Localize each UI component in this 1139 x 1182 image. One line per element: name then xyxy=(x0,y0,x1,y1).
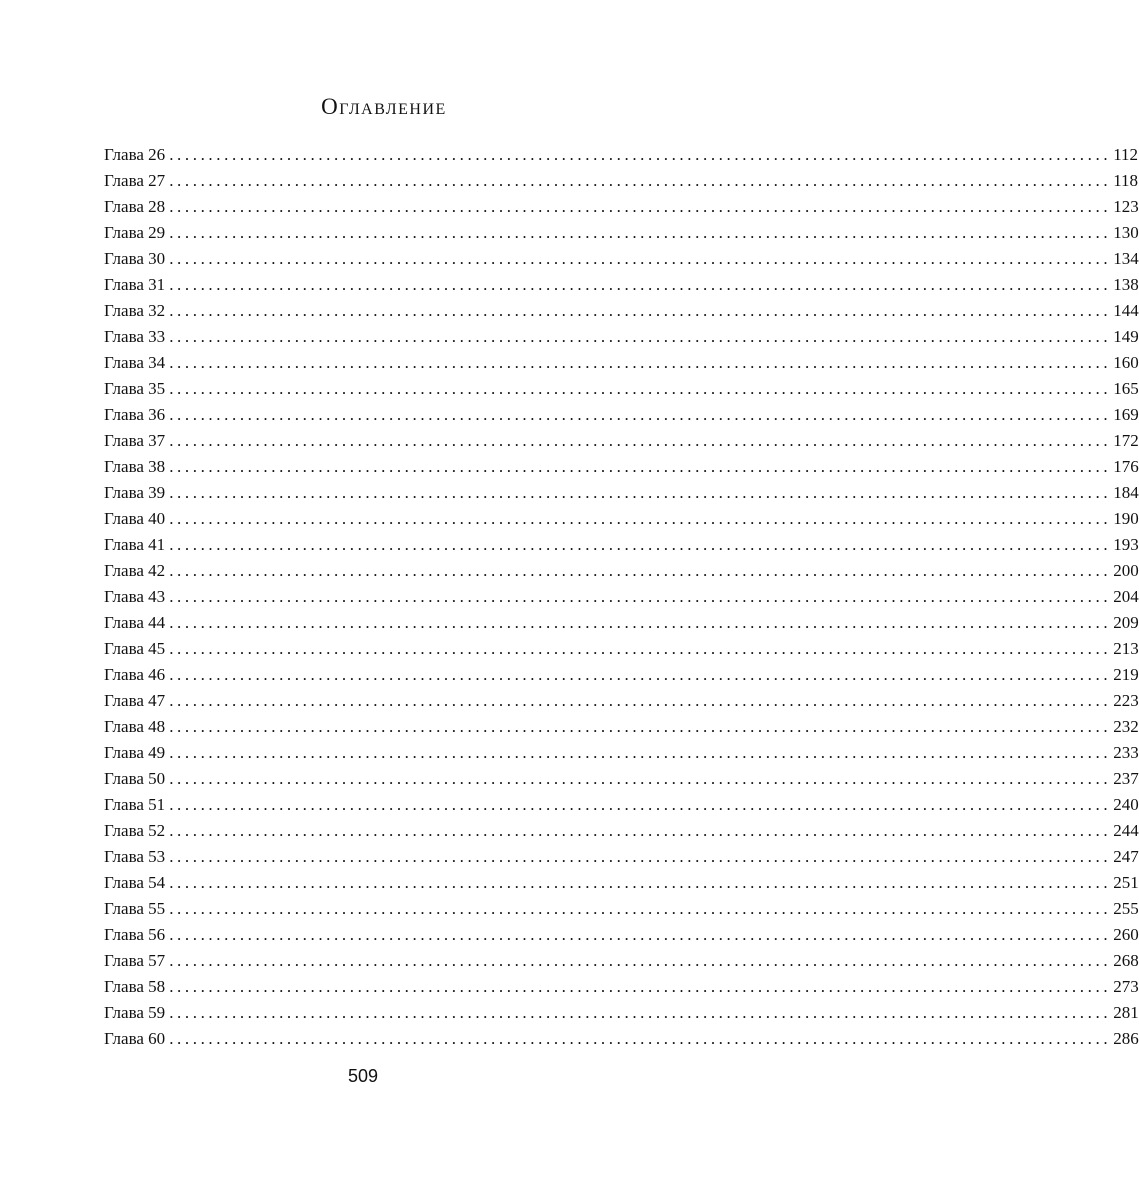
toc-entry-label: Глава 51 xyxy=(104,795,166,814)
toc-entry-page: 149 xyxy=(1113,327,1139,346)
toc-entry xyxy=(104,480,1139,506)
toc-entry-label: Глава 40 xyxy=(104,509,166,528)
toc-entry xyxy=(104,766,1139,792)
toc-entry-page: 193 xyxy=(1113,535,1139,554)
toc-entry-page: 213 xyxy=(1113,639,1139,658)
dot-leader: ........................................................................................................................ xyxy=(169,171,1112,190)
toc-entry-label: Глава 39 xyxy=(104,483,166,502)
toc-entry-label: Глава 38 xyxy=(104,457,166,476)
toc-entry-page: 172 xyxy=(1113,431,1139,450)
toc-entry-label: Глава 60 xyxy=(104,1029,166,1048)
toc-entry xyxy=(104,402,1139,428)
dot-leader: ........................................................................................................................ xyxy=(169,223,1112,242)
page-number: 509 xyxy=(347,1066,379,1086)
toc-entry-page: 123 xyxy=(1113,197,1139,216)
toc-entry xyxy=(104,844,1139,870)
toc-entry-label: Глава 50 xyxy=(104,769,166,788)
toc-entry-label: Глава 37 xyxy=(104,431,166,450)
dot-leader: ........................................................................................................................ xyxy=(169,899,1112,918)
toc-entry-label: Глава 33 xyxy=(104,327,166,346)
toc-entry xyxy=(104,532,1139,558)
toc-entry-label: Глава 52 xyxy=(104,821,166,840)
toc-entry-label: Глава 41 xyxy=(104,535,166,554)
dot-leader: ........................................................................................................................ xyxy=(169,509,1112,528)
dot-leader: ........................................................................................................................ xyxy=(169,873,1112,892)
toc-entry xyxy=(104,662,1139,688)
dot-leader: ........................................................................................................................ xyxy=(169,951,1112,970)
dot-leader: ........................................................................................................................ xyxy=(169,743,1112,762)
toc-entry-page: 286 xyxy=(1113,1029,1139,1048)
toc-entry-page: 112 xyxy=(1113,145,1139,164)
dot-leader: ........................................................................................................................ xyxy=(169,639,1112,658)
page-title: Оглавление xyxy=(321,94,447,119)
dot-leader: ........................................................................................................................ xyxy=(169,405,1112,424)
toc-entry-page: 138 xyxy=(1113,275,1139,294)
toc-entry-page: 268 xyxy=(1113,951,1139,970)
toc-entry-page: 184 xyxy=(1113,483,1139,502)
toc-entry-label: Глава 58 xyxy=(104,977,166,996)
dot-leader: ........................................................................................................................ xyxy=(169,275,1112,294)
toc-entry xyxy=(104,376,1139,402)
dot-leader: ........................................................................................................................ xyxy=(169,821,1112,840)
toc-entry-label: Глава 28 xyxy=(104,197,166,216)
toc-entry xyxy=(104,870,1139,896)
toc-entry xyxy=(104,610,1139,636)
toc-entry-label: Глава 26 xyxy=(104,145,166,164)
toc-entry-page: 244 xyxy=(1113,821,1139,840)
toc-entry xyxy=(104,142,1139,168)
toc-entry-label: Глава 35 xyxy=(104,379,166,398)
toc-entry xyxy=(104,194,1139,220)
toc-entry-page: 169 xyxy=(1113,405,1139,424)
toc-entry-page: 240 xyxy=(1113,795,1139,814)
dot-leader: ........................................................................................................................ xyxy=(169,977,1112,996)
toc-entry-label: Глава 45 xyxy=(104,639,166,658)
dot-leader: ........................................................................................................................ xyxy=(169,769,1112,788)
dot-leader: ........................................................................................................................ xyxy=(169,483,1112,502)
toc-entry-label: Глава 31 xyxy=(104,275,166,294)
toc-entry-page: 223 xyxy=(1113,691,1139,710)
toc-entry xyxy=(104,298,1139,324)
toc-entry-page: 237 xyxy=(1113,769,1139,788)
toc-entry-page: 273 xyxy=(1113,977,1139,996)
toc-entry-label: Глава 43 xyxy=(104,587,166,606)
toc-entry xyxy=(104,168,1139,194)
toc-entry xyxy=(104,896,1139,922)
toc-entry xyxy=(104,558,1139,584)
toc-entry-page: 176 xyxy=(1113,457,1139,476)
toc-entry-page: 190 xyxy=(1113,509,1139,528)
table-of-contents xyxy=(104,142,1139,1052)
dot-leader: ........................................................................................................................ xyxy=(169,613,1112,632)
toc-entry-label: Глава 59 xyxy=(104,1003,166,1022)
toc-entry-page: 130 xyxy=(1113,223,1139,242)
dot-leader: ........................................................................................................................ xyxy=(169,249,1112,268)
dot-leader: ........................................................................................................................ xyxy=(169,379,1112,398)
toc-entry-page: 118 xyxy=(1113,171,1139,190)
toc-entry-page: 281 xyxy=(1113,1003,1139,1022)
toc-entry xyxy=(104,1000,1139,1026)
toc-entry-page: 160 xyxy=(1113,353,1139,372)
toc-entry-page: 219 xyxy=(1113,665,1139,684)
toc-entry xyxy=(104,220,1139,246)
dot-leader: ........................................................................................................................ xyxy=(169,665,1112,684)
dot-leader: ........................................................................................................................ xyxy=(169,353,1112,372)
dot-leader: ........................................................................................................................ xyxy=(169,197,1112,216)
dot-leader: ........................................................................................................................ xyxy=(169,795,1112,814)
toc-entry-page: 204 xyxy=(1113,587,1139,606)
toc-entry xyxy=(104,272,1139,298)
toc-entry-page: 200 xyxy=(1113,561,1139,580)
dot-leader: ........................................................................................................................ xyxy=(169,561,1112,580)
toc-entry xyxy=(104,948,1139,974)
dot-leader: ........................................................................................................................ xyxy=(169,145,1112,164)
toc-entry-page: 134 xyxy=(1113,249,1139,268)
toc-entry xyxy=(104,1026,1139,1052)
toc-entry xyxy=(104,428,1139,454)
toc-entry-label: Глава 44 xyxy=(104,613,166,632)
toc-entry xyxy=(104,454,1139,480)
toc-entry-page: 247 xyxy=(1113,847,1139,866)
toc-entry-page: 233 xyxy=(1113,743,1139,762)
toc-entry-label: Глава 46 xyxy=(104,665,166,684)
toc-entry xyxy=(104,584,1139,610)
toc-entry-label: Глава 29 xyxy=(104,223,166,242)
toc-entry-page: 209 xyxy=(1113,613,1139,632)
toc-entry xyxy=(104,324,1139,350)
toc-entry xyxy=(104,818,1139,844)
dot-leader: ........................................................................................................................ xyxy=(169,535,1112,554)
toc-entry-label: Глава 36 xyxy=(104,405,166,424)
toc-entry-label: Глава 48 xyxy=(104,717,166,736)
toc-entry xyxy=(104,922,1139,948)
toc-entry-label: Глава 57 xyxy=(104,951,166,970)
toc-entry-page: 255 xyxy=(1113,899,1139,918)
dot-leader: ........................................................................................................................ xyxy=(169,457,1112,476)
toc-entry xyxy=(104,688,1139,714)
dot-leader: ........................................................................................................................ xyxy=(169,431,1112,450)
toc-entry-label: Глава 56 xyxy=(104,925,166,944)
dot-leader: ........................................................................................................................ xyxy=(169,717,1112,736)
toc-entry-label: Глава 49 xyxy=(104,743,166,762)
dot-leader: ........................................................................................................................ xyxy=(169,587,1112,606)
toc-entry-page: 251 xyxy=(1113,873,1139,892)
toc-entry-label: Глава 55 xyxy=(104,899,166,918)
dot-leader: ........................................................................................................................ xyxy=(169,1003,1112,1022)
toc-entry-label: Глава 32 xyxy=(104,301,166,320)
toc-entry-label: Глава 53 xyxy=(104,847,166,866)
toc-entry-label: Глава 34 xyxy=(104,353,166,372)
toc-entry xyxy=(104,974,1139,1000)
toc-entry xyxy=(104,714,1139,740)
toc-entry xyxy=(104,792,1139,818)
toc-entry xyxy=(104,636,1139,662)
toc-entry xyxy=(104,506,1139,532)
toc-entry-label: Глава 47 xyxy=(104,691,166,710)
dot-leader: ........................................................................................................................ xyxy=(169,327,1112,346)
toc-entry-label: Глава 42 xyxy=(104,561,166,580)
toc-entry-page: 232 xyxy=(1113,717,1139,736)
toc-entry-label: Глава 54 xyxy=(104,873,166,892)
toc-entry-page: 165 xyxy=(1113,379,1139,398)
toc-entry-label: Глава 30 xyxy=(104,249,166,268)
toc-entry-label: Глава 27 xyxy=(104,171,166,190)
toc-entry xyxy=(104,246,1139,272)
dot-leader: ........................................................................................................................ xyxy=(169,1029,1112,1048)
dot-leader: ........................................................................................................................ xyxy=(169,847,1112,866)
toc-entry-page: 260 xyxy=(1113,925,1139,944)
dot-leader: ........................................................................................................................ xyxy=(169,301,1112,320)
toc-entry xyxy=(104,740,1139,766)
dot-leader: ........................................................................................................................ xyxy=(169,925,1112,944)
toc-entry xyxy=(104,350,1139,376)
dot-leader: ........................................................................................................................ xyxy=(169,691,1112,710)
toc-entry-page: 144 xyxy=(1113,301,1139,320)
